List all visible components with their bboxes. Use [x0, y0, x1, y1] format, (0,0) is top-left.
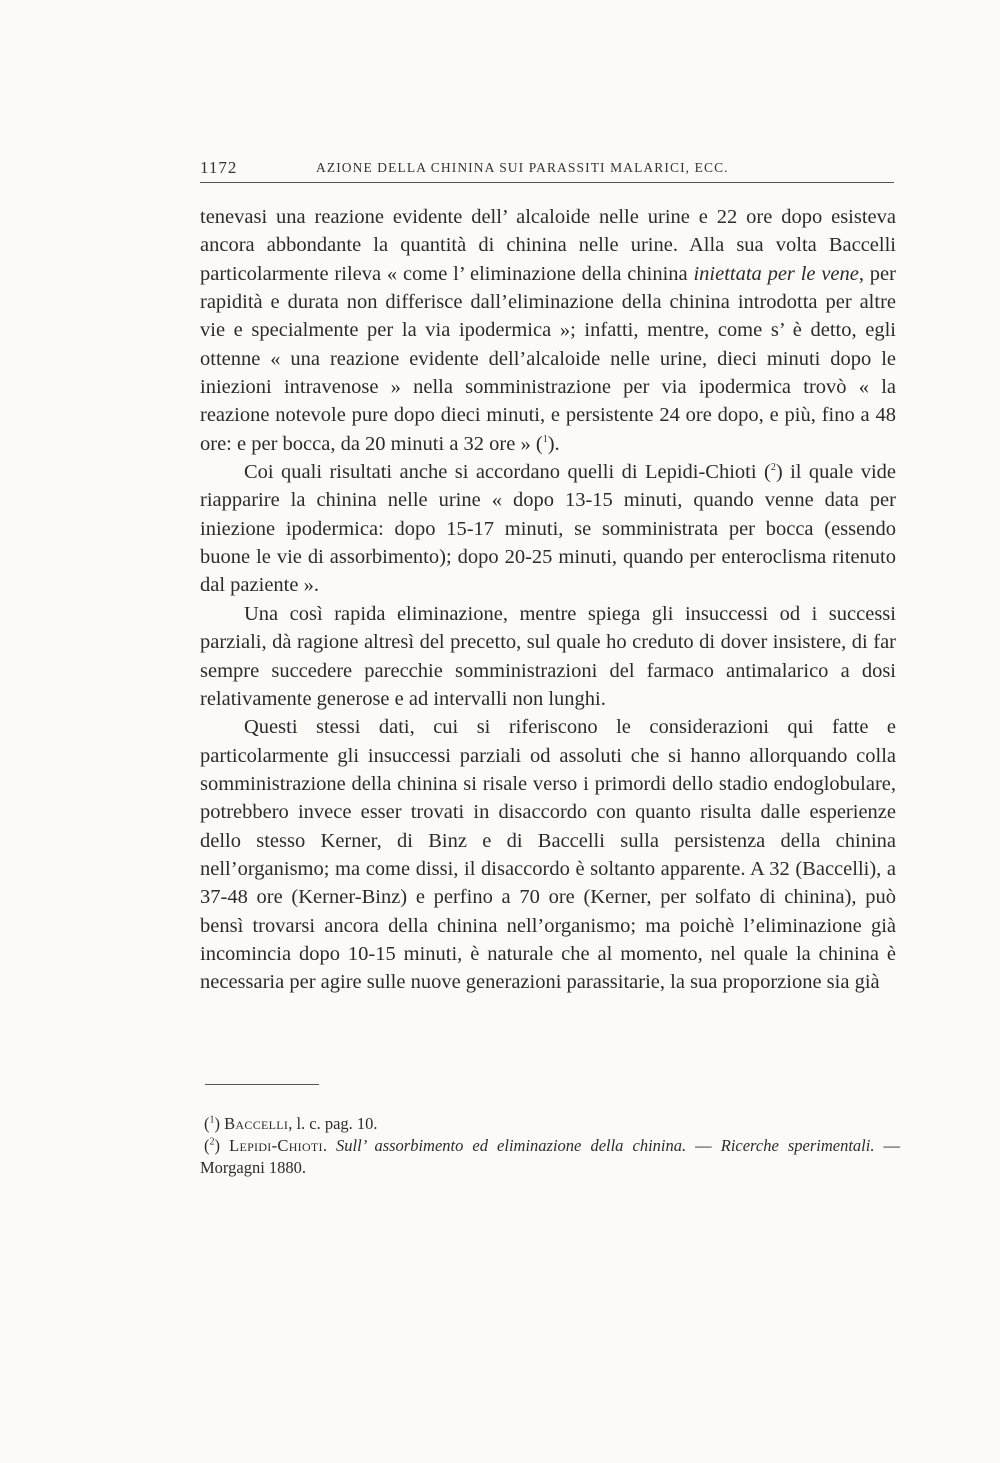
footnote-2-title: Sull’ assorbimento ed eliminazione della chinina.	[336, 1136, 687, 1155]
paragraph-1-italic: iniettata per le vene	[693, 262, 859, 285]
footnote-2: ($^2$) Lepidi-Chioti. Sull’ assorbimento ed eliminazione della chinina. — Ricerche sperimentali. — Morgagni 1880.	[200, 1136, 901, 1177]
paragraph-1-text-b: , per rapidità e durata non differisce dall’eliminazione della chinina introdotta per altre vie e specialmente per la via ipodermica »; infatti, mentre, come s’ è detto, egli ottenne « una reazione evidente dell’alcaloide nelle urine, dieci minuti dopo le iniezioni intravenose » nella somministrazione per via ipodermica trovò « la reazione notevole pure dopo dieci minuti, e persistente 24 ore dopo, e più, fino a 48 ore: e per bocca, da 20 minuti a 32 ore » (	[200, 262, 896, 455]
paragraph-1-end: ).	[547, 432, 560, 455]
footnote-1-text: , l. c. pag. 10.	[288, 1114, 378, 1133]
paragraph-2-text-b: ) il quale vide riapparire la chinina nelle urine « dopo 13-15 minuti, quando venne data per iniezione ipodermica: dopo 15-17 minuti, se somministrata per bocca (essendo buone le vie di assorbimento); dopo 20-25 minuti, quando per enteroclisma ritenuto dal paziente ».	[200, 461, 896, 597]
header-rule	[200, 182, 894, 183]
footnote-ref-2: 2	[770, 462, 776, 474]
footnote-1-author: Baccelli	[224, 1114, 289, 1133]
footnote-2-mark: 2	[209, 1136, 215, 1148]
footnote-1-mark: 1	[209, 1114, 215, 1126]
paragraph-2-text-a: Coi quali risultati anche si accordano quelli di Lepidi-Chioti (	[244, 461, 771, 484]
footnote-2-end: — Morgagni 1880.	[200, 1136, 901, 1177]
footnote-1: ($^1$) Baccelli, l. c. pag. 10.	[204, 1114, 378, 1133]
footnote-2-author: Lepidi-Chioti	[229, 1136, 323, 1155]
footnote-rule	[205, 1084, 319, 1085]
paragraph-1-text-a: tenevasi una reazione evidente dell’ alcaloide nelle urine e 22 ore dopo esisteva ancora abbondante la quantità di chinina nelle urine. Alla sua volta Baccelli particolarmente rileva « come l’ eliminazione della chinina	[200, 206, 896, 285]
footnote-2-sep: .	[322, 1136, 337, 1155]
footnote-ref-1: 1	[542, 433, 548, 445]
paragraph-4: Questi stessi dati, cui si riferiscono le considerazioni qui fatte e particolarmente gli insuccessi parziali od assoluti che si hanno allorquando colla somministrazione della chinina si risale verso i primordi dello stadio endoglobulare, potrebbero invece esser trovati in disaccordo con quanto risulta dalle esperienze dello stesso Kerner, di Binz e di Baccelli sulla persistenza della chinina nell’organismo; ma come dissi, il disaccordo è soltanto apparente. A 32 (Baccelli), a 37-48 ore (Kerner-Binz) e perfino a 70 ore (Kerner, per solfato di chinina), può bensì trovarsi ancora della chinina nell’organismo; ma poichè l’eliminazione già incomincia dopo 10-15 minuti, è naturale che al momento, nel quale la chinina è necessaria per agire sulle nuove generazioni parassitarie, la sua proporzione sia già	[200, 716, 896, 994]
body-text	[200, 203, 896, 997]
paragraph-3: Una così rapida eliminazione, mentre spiega gli insuccessi od i successi parziali, dà ragione altresì del precetto, sul quale ho creduto di dover insistere, di far sempre succedere parecchie somministrazioni del farmaco antimalarico a dosi relativamente generose e ad intervalli non lunghi.	[200, 602, 896, 710]
paragraph-1	[200, 203, 896, 458]
paragraph-2	[200, 458, 896, 600]
footnote-2-dash: —	[686, 1136, 721, 1155]
running-title: AZIONE DELLA CHININA SUI PARASSITI MALARICI, ECC.	[316, 160, 729, 175]
footnotes	[200, 1113, 900, 1179]
page-number: 1172	[200, 158, 238, 177]
footnote-2-subtitle: Ricerche sperimentali.	[720, 1136, 875, 1155]
running-head	[200, 158, 894, 184]
